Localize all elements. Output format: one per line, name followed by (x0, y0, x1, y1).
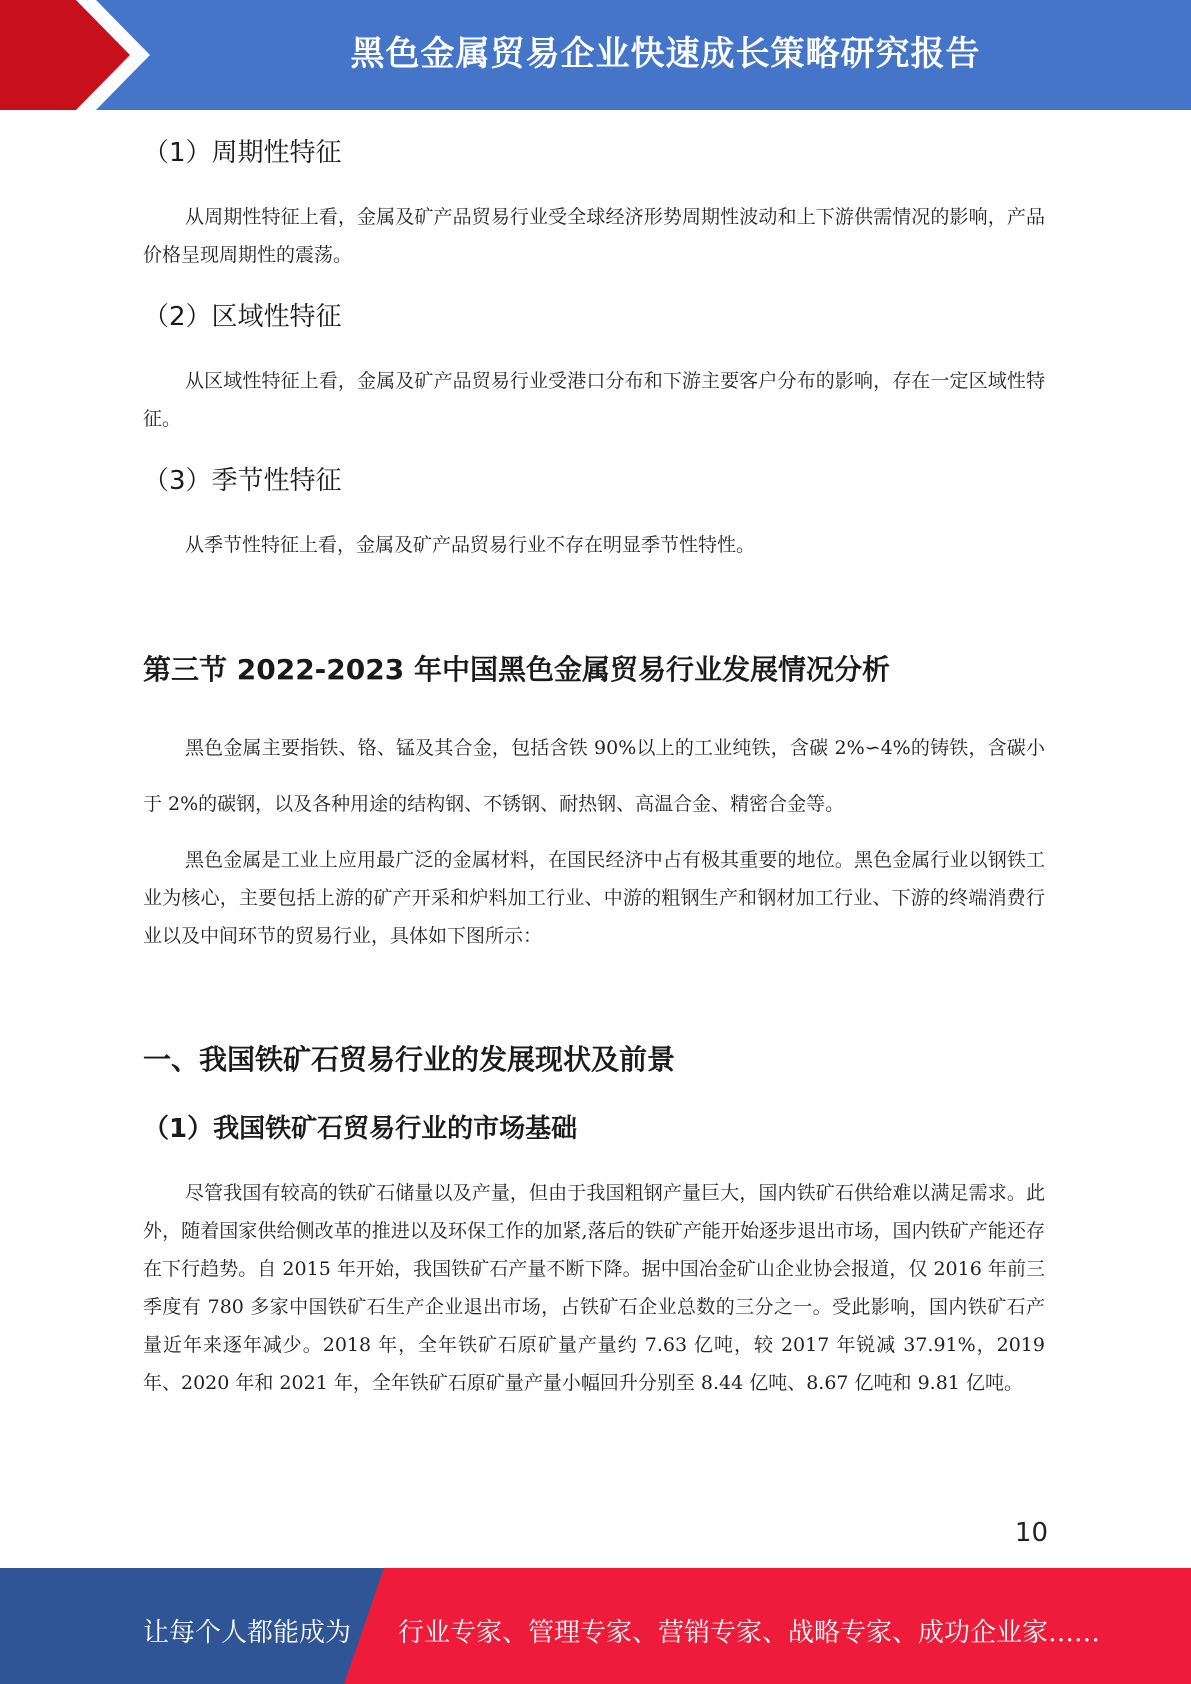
paragraph-ferrous-definition: 黑色金属主要指铁、铬、锰及其合金，包括含铁 90%以上的工业纯铁，含碳 2%∽4%的铸铁，含碳小于 2%的碳钢，以及各种用途的结构钢、不锈钢、耐热钢、高温合金、精密合金等。 (143, 737, 1045, 815)
section-title: 第三节 2022-2023 年中国黑色金属贸易行业发展情况分析 (143, 653, 890, 686)
subsection-title-regional: （2）区域性特征 (143, 302, 342, 332)
paragraph-ferrous-industry: 黑色金属是工业上应用最广泛的金属材料，在国民经济中占有极其重要的地位。黑色金属行业以钢铁工业为核心，主要包括上游的矿产开采和炉料加工行业、中游的粗钢生产和钢材加工行业、下游的终端消费行业以及中间环节的贸易行业，具体如下图所示： (143, 849, 1045, 947)
page-footer (0, 1568, 1191, 1684)
part-title: 一、我国铁矿石贸易行业的发展现状及前景 (143, 1043, 676, 1076)
paragraph-cyclical: 从周期性特征上看，金属及矿产品贸易行业受全球经济形势周期性波动和上下游供需情况的影响，产品价格呈现周期性的震荡。 (143, 206, 1045, 266)
subsection-title-seasonal: （3）季节性特征 (143, 466, 342, 496)
page-number: 10 (1014, 1518, 1048, 1548)
paragraph-seasonal: 从季节性特征上看，金属及矿产品贸易行业不存在明显季节性特性。 (185, 534, 756, 556)
report-title: 黑色金属贸易企业快速成长策略研究报告 (350, 34, 981, 74)
footer-slogan-left: 让每个人都能成为 (143, 1618, 352, 1648)
paragraph-regional: 从区域性特征上看，金属及矿产品贸易行业受港口分布和下游主要客户分布的影响，存在一定区域性特征。 (143, 370, 1045, 430)
paragraph-market-basis: 尽管我国有较高的铁矿石储量以及产量，但由于我国粗钢产量巨大，国内铁矿石供给难以满足需求。此外，随着国家供给侧改革的推进以及环保工作的加紧,落后的铁矿产能开始逐步退出市场，国内铁矿产能还存在下行趋势。自 2015 年开始，我国铁矿石产量不断下降。据中国冶金矿山企业协会报道，仅 2016 年前三季度有 780 多家中国铁矿石生产企业退出市场，占铁矿石企业总数的三分之一。受此影响，国内铁矿石产量近年来逐年减少。2018 年，全年铁矿石原矿量产量约 7.63 亿吨，较 2017 年锐减 37.91%，2019 年、2020 年和 2021 年，全年铁矿石原矿量产量小幅回升分别至 8.44 亿吨、8.67 亿吨和 9.81 亿吨。 (143, 1182, 1045, 1394)
subsection-title-market-basis: （1）我国铁矿石贸易行业的市场基础 (143, 1114, 578, 1144)
footer-slogan-right: 行业专家、管理专家、营销专家、战略专家、成功企业家…… (398, 1618, 1101, 1648)
page-header (0, 0, 1191, 110)
subsection-title-cyclical: （1）周期性特征 (143, 138, 342, 168)
